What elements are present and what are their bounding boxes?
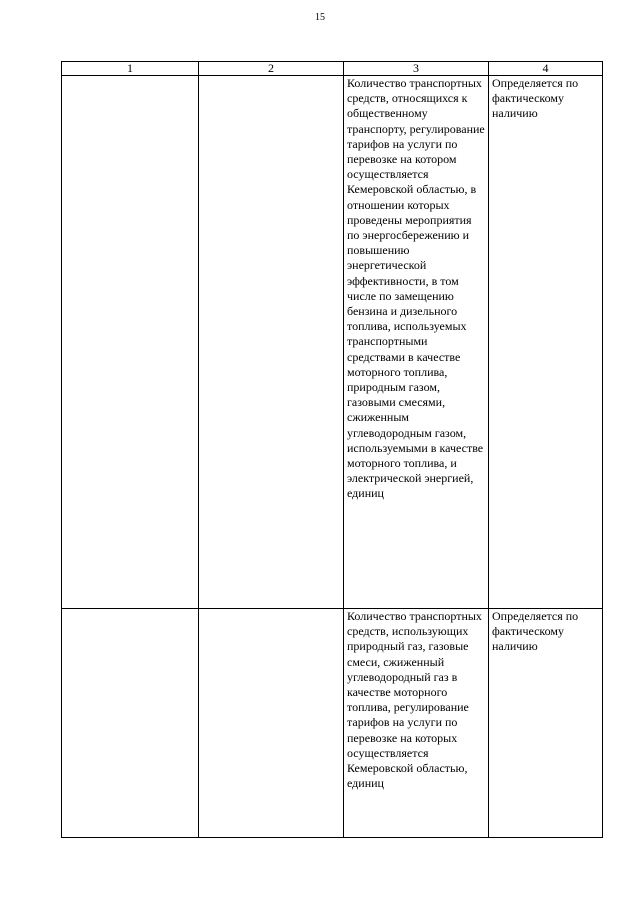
table-cell-col2 [199, 76, 344, 609]
table-cell-col2 [199, 609, 344, 838]
table-cell-indicator [344, 76, 489, 609]
table-cell-indicator [344, 609, 489, 838]
method-text: Определяется по фактическому наличию [492, 609, 579, 654]
indicator-text: Количество транспортных средств, использующих природный газ, газовые смеси, сжиженный углеводородный газ в качестве моторного топлива, регулирование тарифов на услуги по перевозке на которых осуществляется Кемеровской областью, единиц [347, 609, 482, 791]
indicator-text: Количество транспортных средств, относящихся к общественному транспорту, регулирование тарифов на услуги по перевозке на котором осуществляется Кемеровской областью, в отношении которых проведены мероприятия по энергосбережению и повышению энергетической эффективности, в том числе по замещению бензина и дизельного топлива, используемых транспортными средствами в качестве моторного топлива, природным газом, газовыми смесями, сжиженным углеводородным газом, используемыми в качестве моторного топлива, и электрической энергией, единиц [347, 76, 485, 501]
page-number: 15 [315, 12, 325, 23]
column-header-4: 4 [489, 62, 603, 76]
table-cell-col1 [62, 76, 199, 609]
table-cell-method [489, 76, 603, 609]
column-header-3: 3 [344, 62, 489, 76]
table-row [62, 609, 603, 838]
table-header-row [62, 62, 603, 76]
column-header-2: 2 [199, 62, 344, 76]
table-cell-col1 [62, 609, 199, 838]
indicator-table [61, 61, 603, 838]
column-header-1: 1 [62, 62, 199, 76]
table-row [62, 76, 603, 609]
method-text: Определяется по фактическому наличию [492, 76, 579, 121]
table-cell-method [489, 609, 603, 838]
